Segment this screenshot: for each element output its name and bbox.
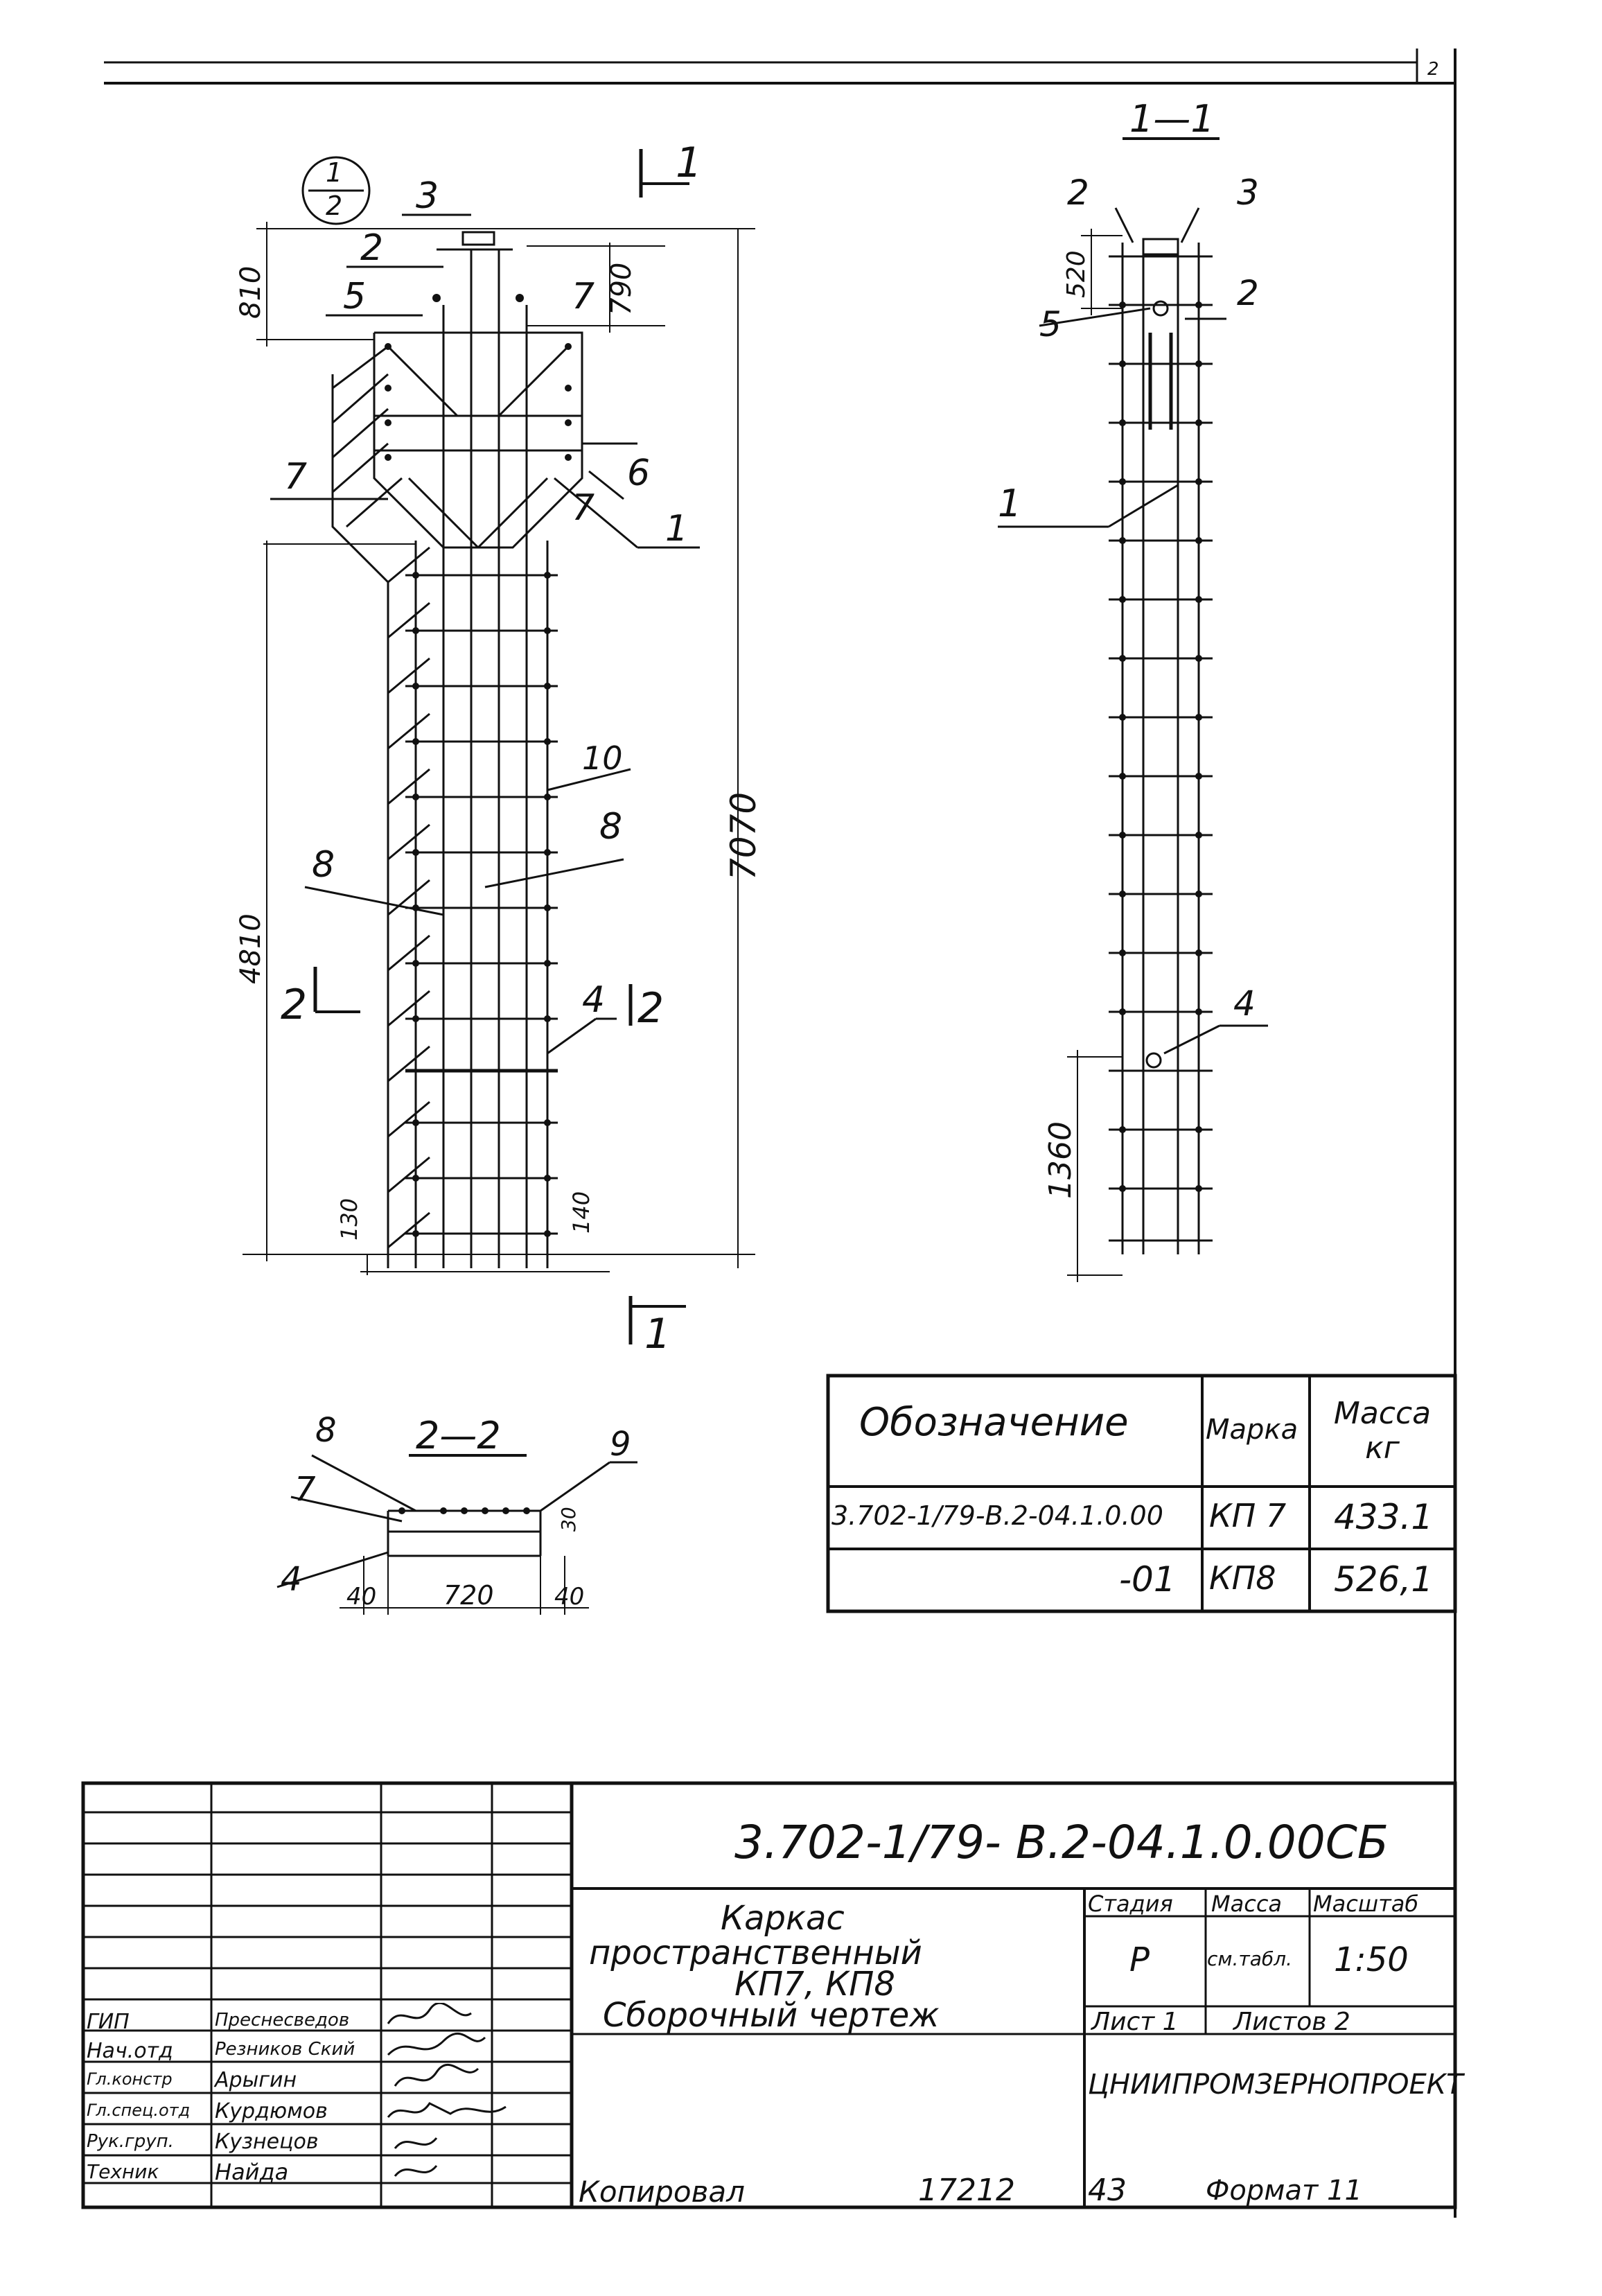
mark-8b: 8 — [312, 844, 335, 886]
s11-mark-5: 5 — [1039, 304, 1062, 344]
staff-name-4: Курдюмов — [215, 2099, 328, 2123]
spec-row-1-mass: 433.1 — [1334, 1497, 1434, 1537]
spec-row-1-mark: КП 7 — [1209, 1497, 1287, 1534]
s11-mark-3: 3 — [1237, 173, 1259, 213]
staff-role-4: Гл.спец.отд — [87, 2101, 191, 2120]
mark-1: 1 — [665, 508, 689, 550]
section-2-2-title: 2—2 — [416, 1414, 501, 1457]
cut-2-left: 2 — [281, 981, 308, 1029]
mass-value: см.табл. — [1207, 1947, 1292, 1970]
staff-name-6: Найда — [215, 2159, 289, 2185]
spec-row-1-designation: 3.702-1/79-В.2-04.1.0.00 — [831, 1500, 1163, 1531]
order-index: 43 — [1088, 2173, 1127, 2208]
s22-mark-7: 7 — [294, 1470, 316, 1509]
spec-header-designation: Обозначение — [859, 1400, 1129, 1445]
cut-1-bottom: 1 — [644, 1310, 671, 1358]
s11-dim-1360: 1360 — [1043, 1121, 1078, 1199]
dim-790: 790 — [606, 262, 637, 315]
signatures — [381, 2003, 534, 2190]
staff-role-5: Рук.груп. — [87, 2131, 174, 2152]
mark-7a: 7 — [572, 276, 595, 317]
dim-7070: 7070 — [723, 791, 764, 880]
stage-value: Р — [1129, 1940, 1150, 1979]
spec-row-2-mark: КП8 — [1209, 1559, 1276, 1597]
staff-role-3: Гл.констр — [87, 2069, 173, 2089]
staff-role-6: Техник — [87, 2160, 159, 2183]
order-number: 17212 — [918, 2173, 1015, 2208]
scale-value: 1:50 — [1334, 1940, 1409, 1979]
s22-dim-30: 30 — [557, 1507, 580, 1532]
staff-name-1: Преснесведов — [215, 2010, 350, 2031]
mark-8a: 8 — [599, 806, 623, 848]
mark-7c: 7 — [572, 487, 595, 529]
s11-mark-4: 4 — [1233, 983, 1256, 1024]
dim-130: 130 — [336, 1198, 362, 1241]
sheet-number: 2 — [1427, 59, 1439, 80]
mark-2: 2 — [360, 227, 384, 269]
node-callout-bottom: 2 — [326, 191, 343, 221]
spec-row-2-mass: 526,1 — [1334, 1559, 1434, 1600]
mark-4: 4 — [582, 979, 606, 1021]
spec-header-mass: Масса кг — [1333, 1396, 1432, 1466]
s22-dim-40a: 40 — [346, 1583, 377, 1611]
mass-label: Масса — [1211, 1891, 1283, 1917]
section-1-1-title: 1—1 — [1129, 97, 1215, 141]
doc-code: 3.702-1/79- В.2-04.1.0.00СБ — [734, 1816, 1389, 1869]
mark-10: 10 — [582, 739, 623, 777]
scale-label: Масштаб — [1313, 1891, 1419, 1917]
s11-mark-1: 1 — [998, 482, 1022, 525]
node-callout-top: 1 — [326, 157, 343, 188]
staff-role-2: Нач.отд — [87, 2039, 173, 2063]
staff-name-5: Кузнецов — [215, 2130, 319, 2154]
staff-name-2: Резников Ский — [215, 2039, 355, 2060]
s22-dim-720: 720 — [443, 1580, 494, 1611]
format-label: Формат 11 — [1206, 2175, 1362, 2207]
spec-row-2-designation: -01 — [1119, 1559, 1176, 1600]
spec-header-mark: Марка — [1206, 1414, 1299, 1446]
organization: ЦНИИПРОМЗЕРНОПРОЕКТ — [1088, 2069, 1463, 2101]
cut-1-top: 1 — [676, 139, 703, 187]
s11-mark-2a: 2 — [1067, 173, 1089, 213]
stage-label: Стадия — [1088, 1891, 1173, 1917]
dim-4810: 4810 — [235, 913, 267, 984]
s11-mark-2b: 2 — [1237, 273, 1259, 313]
mark-6: 6 — [627, 453, 651, 494]
mark-3: 3 — [416, 175, 439, 217]
s22-dim-40b: 40 — [554, 1583, 585, 1611]
sheets-label: Листов 2 — [1233, 2008, 1350, 2036]
title-line-2: пространственный — [589, 1934, 922, 1972]
s22-mark-4: 4 — [281, 1560, 302, 1599]
title-line-3: КП7, КП8 — [734, 1965, 895, 2004]
mark-5: 5 — [343, 276, 367, 317]
sheet-label: Лист 1 — [1091, 2008, 1179, 2036]
mark-7b: 7 — [284, 456, 308, 498]
dim-140: 140 — [568, 1191, 595, 1234]
title-line-4: Сборочный чертеж — [603, 1996, 940, 2035]
s11-dim-520: 520 — [1062, 250, 1091, 298]
title-line-1: Каркас — [721, 1899, 845, 1938]
copied-by: Копировал — [579, 2175, 745, 2209]
cut-2-right: 2 — [637, 984, 664, 1033]
s22-mark-8: 8 — [315, 1411, 337, 1450]
s22-mark-9: 9 — [610, 1425, 631, 1464]
staff-role-1: ГИП — [87, 2010, 130, 2034]
staff-name-3: Арыгин — [215, 2068, 297, 2092]
dim-810: 810 — [235, 265, 267, 319]
